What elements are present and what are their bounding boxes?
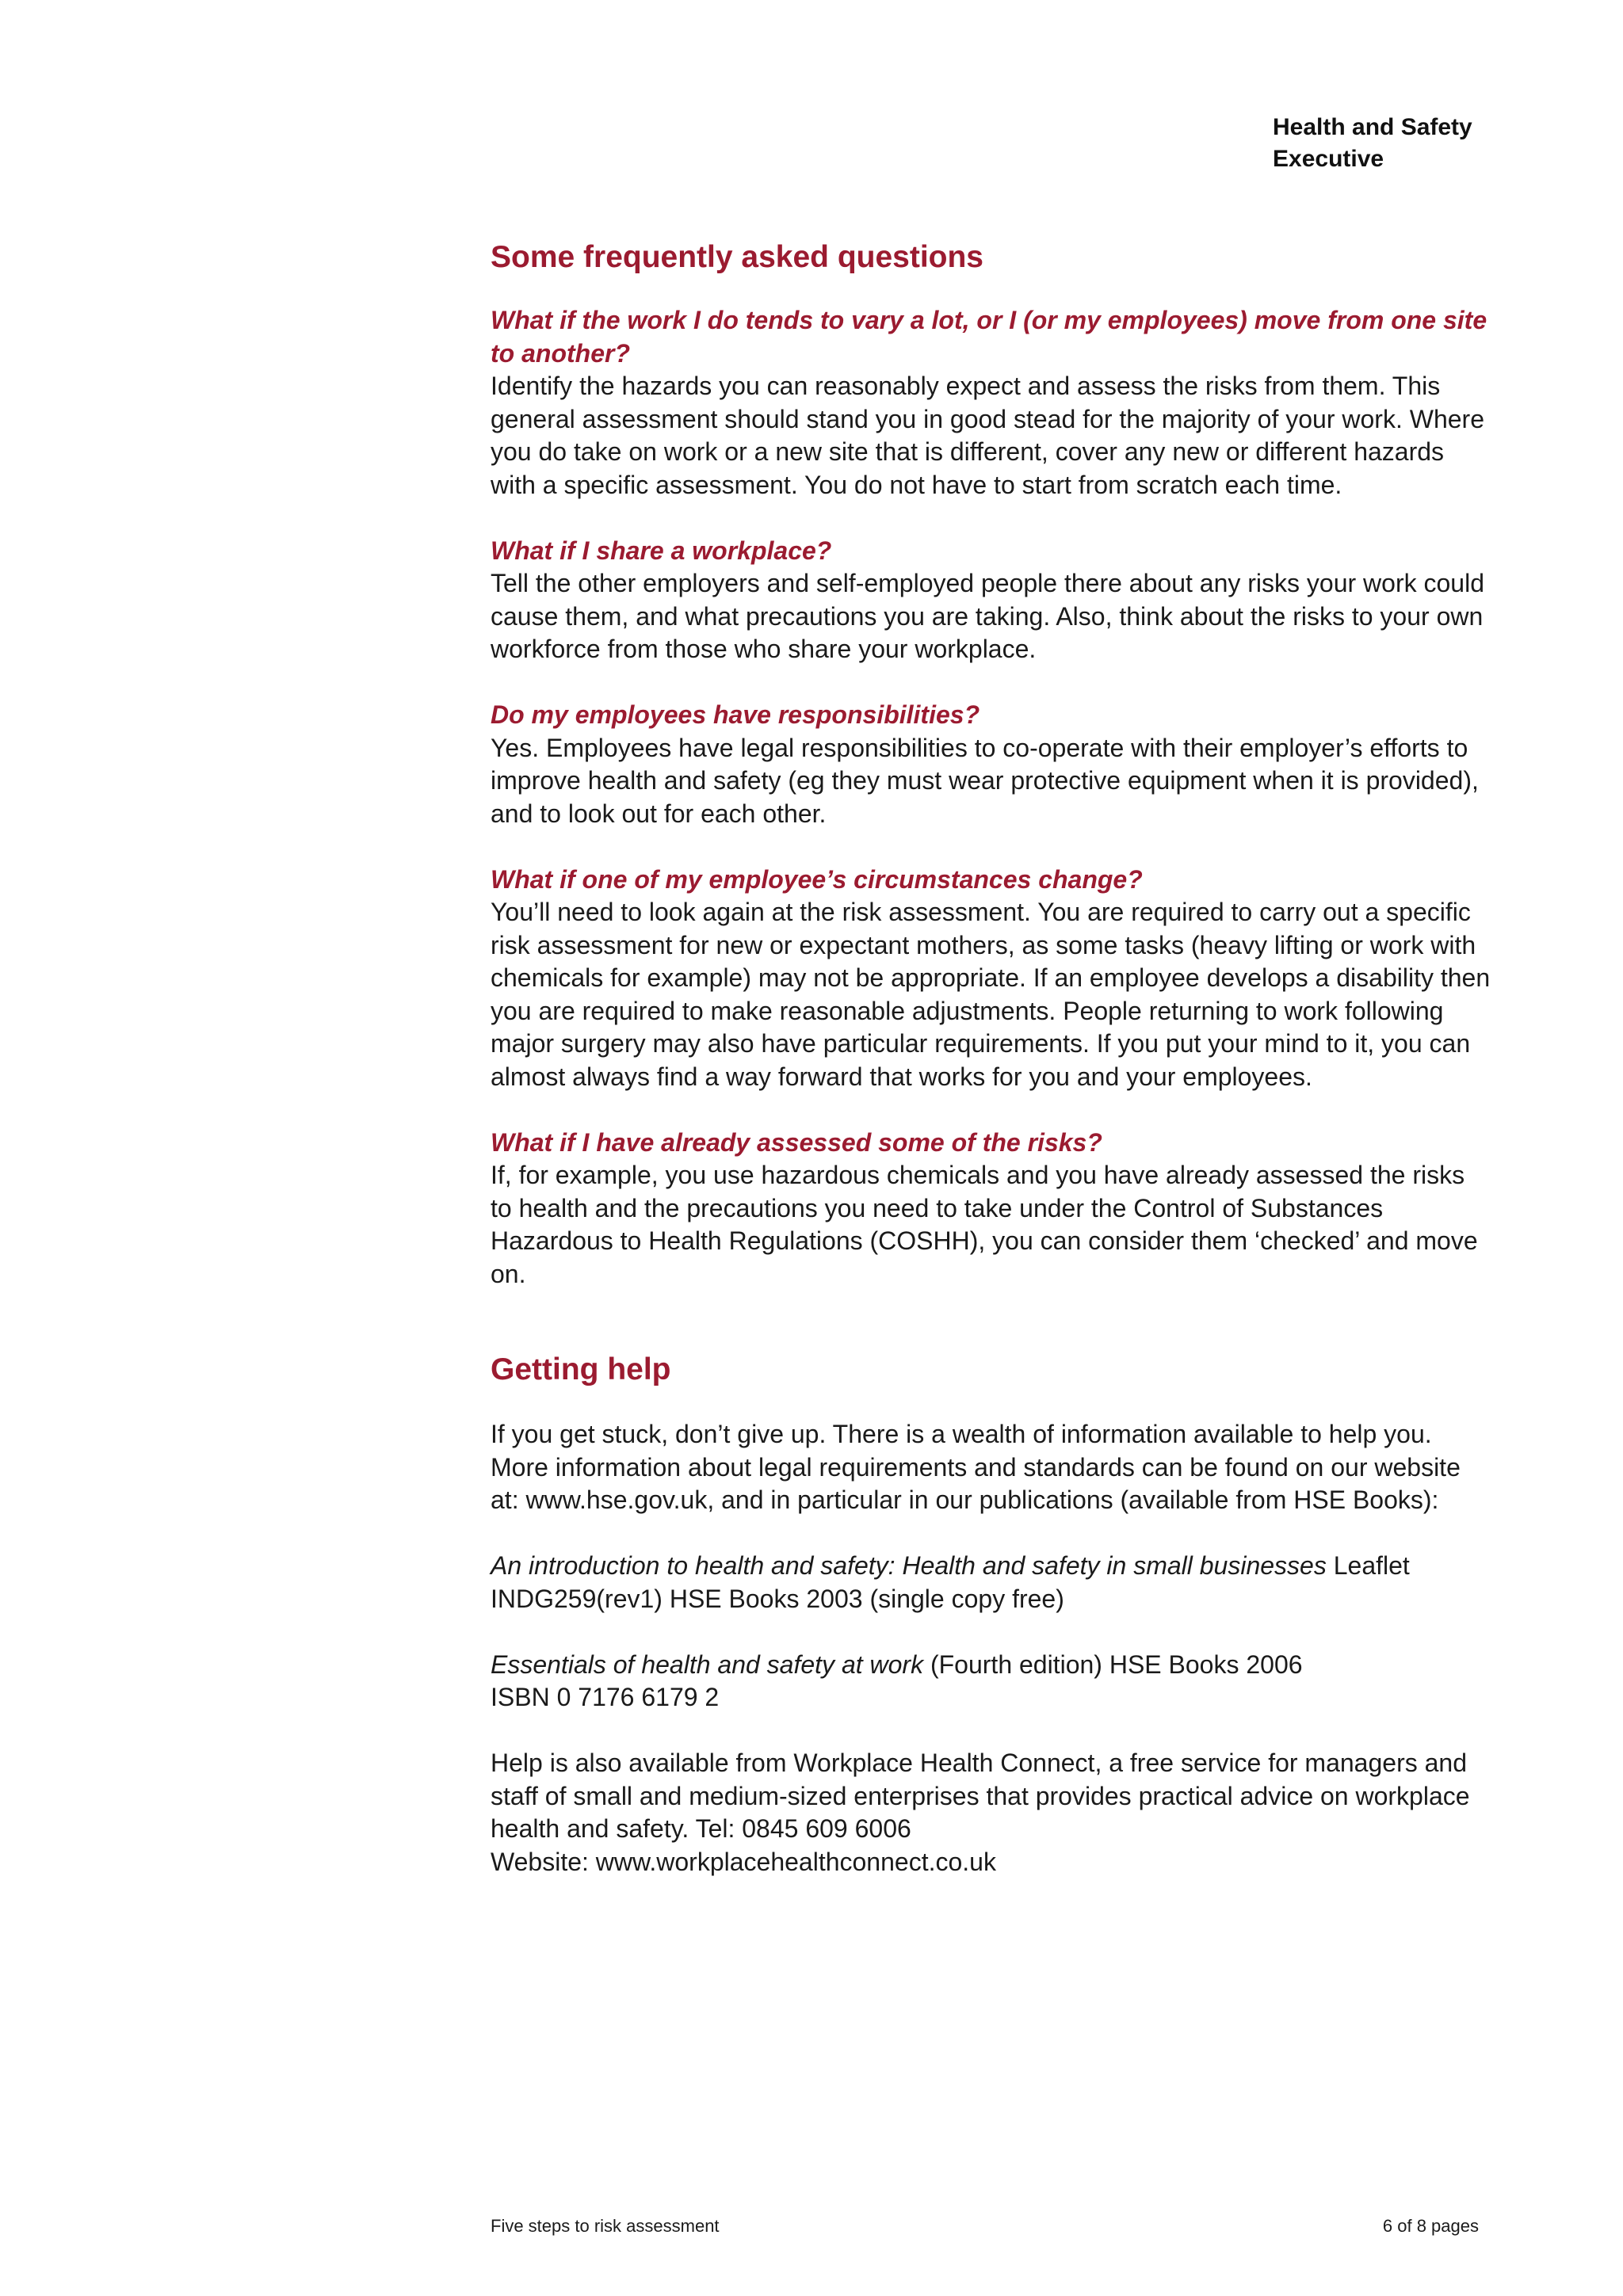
connect-text: Help is also available from Workplace Health Connect, a free service for managers and staff of small and medium-sized enterprises that provides practical advice on workplace health and safety. Tel: 0845 609 6006	[491, 1749, 1470, 1843]
publication-2-isbn: ISBN 0 7176 6179 2	[491, 1683, 720, 1711]
faq-question: What if the work I do tends to vary a lot, or I (or my employees) move from one site to another?	[491, 306, 1487, 368]
faq-answer: You’ll need to look again at the risk assessment. You are required to carry out a specific risk assessment for new or expectant mothers, as some tasks (heavy lifting or work with chemicals for example) may not be appropriate. If an employee develops a disability then you are required to make reasonable adjustments. People returning to work following major surgery may also have particular requirements. If you put your mind to it, you can almost always find a way forward that works for you and your employees.	[491, 898, 1491, 1091]
faq-heading: Some frequently asked questions	[491, 240, 984, 274]
logo-line-2: Executive	[1273, 146, 1384, 172]
faq-item	[491, 535, 1491, 666]
publication-1-title: An introduction to health and safety: Health and safety in small businesses	[491, 1551, 1327, 1580]
faq-item	[491, 304, 1491, 502]
faq-question: Do my employees have responsibilities?	[491, 700, 980, 729]
help-heading: Getting help	[491, 1352, 671, 1386]
help-intro: If you get stuck, don’t give up. There is a wealth of information available to help you. More information about legal requirements and standards can be found on our website at: www.hse.gov.uk, and in particular in our publications (available from HSE Books):	[491, 1420, 1461, 1514]
publication-1	[491, 1550, 1491, 1615]
workplace-health-connect	[491, 1747, 1491, 1878]
publication-2	[491, 1649, 1491, 1714]
footer-doc-title: Five steps to risk assessment	[491, 2216, 720, 2236]
main-content	[491, 238, 1491, 1878]
faq-answer: Identify the hazards you can reasonably expect and assess the risks from them. This general assessment should stand you in good stead for the majority of your work. Where you do take on work or a new site that is different, cover any new or different hazards with a specific assessment. You do not have to start from scratch each time.	[491, 372, 1484, 499]
footer-page-count: 6 of 8 pages	[1382, 2216, 1479, 2236]
hse-logo	[1273, 112, 1472, 175]
publication-2-details: (Fourth edition) HSE Books 2006	[923, 1650, 1303, 1679]
publication-2-title: Essentials of health and safety at work	[491, 1650, 924, 1679]
faq-item	[491, 1127, 1491, 1291]
publication-1-details: Leaflet INDG259(rev1) HSE Books 2003 (single copy free)	[491, 1551, 1410, 1613]
connect-website: Website: www.workplacehealthconnect.co.uk	[491, 1847, 996, 1876]
faq-item	[491, 864, 1491, 1094]
faq-answer: Yes. Employees have legal responsibilities to co-operate with their employer’s efforts to improve health and safety (eg they must wear protective equipment when it is provided), and to look out for each other.	[491, 733, 1479, 828]
logo-line-1: Health and Safety	[1273, 114, 1472, 140]
faq-item	[491, 699, 1491, 830]
faq-question: What if I have already assessed some of the risks?	[491, 1127, 1102, 1157]
faq-question: What if one of my employee’s circumstances change?	[491, 864, 1143, 894]
faq-answer: Tell the other employers and self-employed people there about any risks your work could cause them, and what precautions you are taking. Also, think about the risks to your own workforce from those who share your workplace.	[491, 569, 1484, 663]
faq-question: What if I share a workplace?	[491, 536, 832, 565]
faq-answer: If, for example, you use hazardous chemicals and you have already assessed the risks to health and the precautions you need to take under the Control of Substances Hazardous to Health Regulations (COSHH), you can consider them ‘checked’ and move on.	[491, 1161, 1478, 1288]
